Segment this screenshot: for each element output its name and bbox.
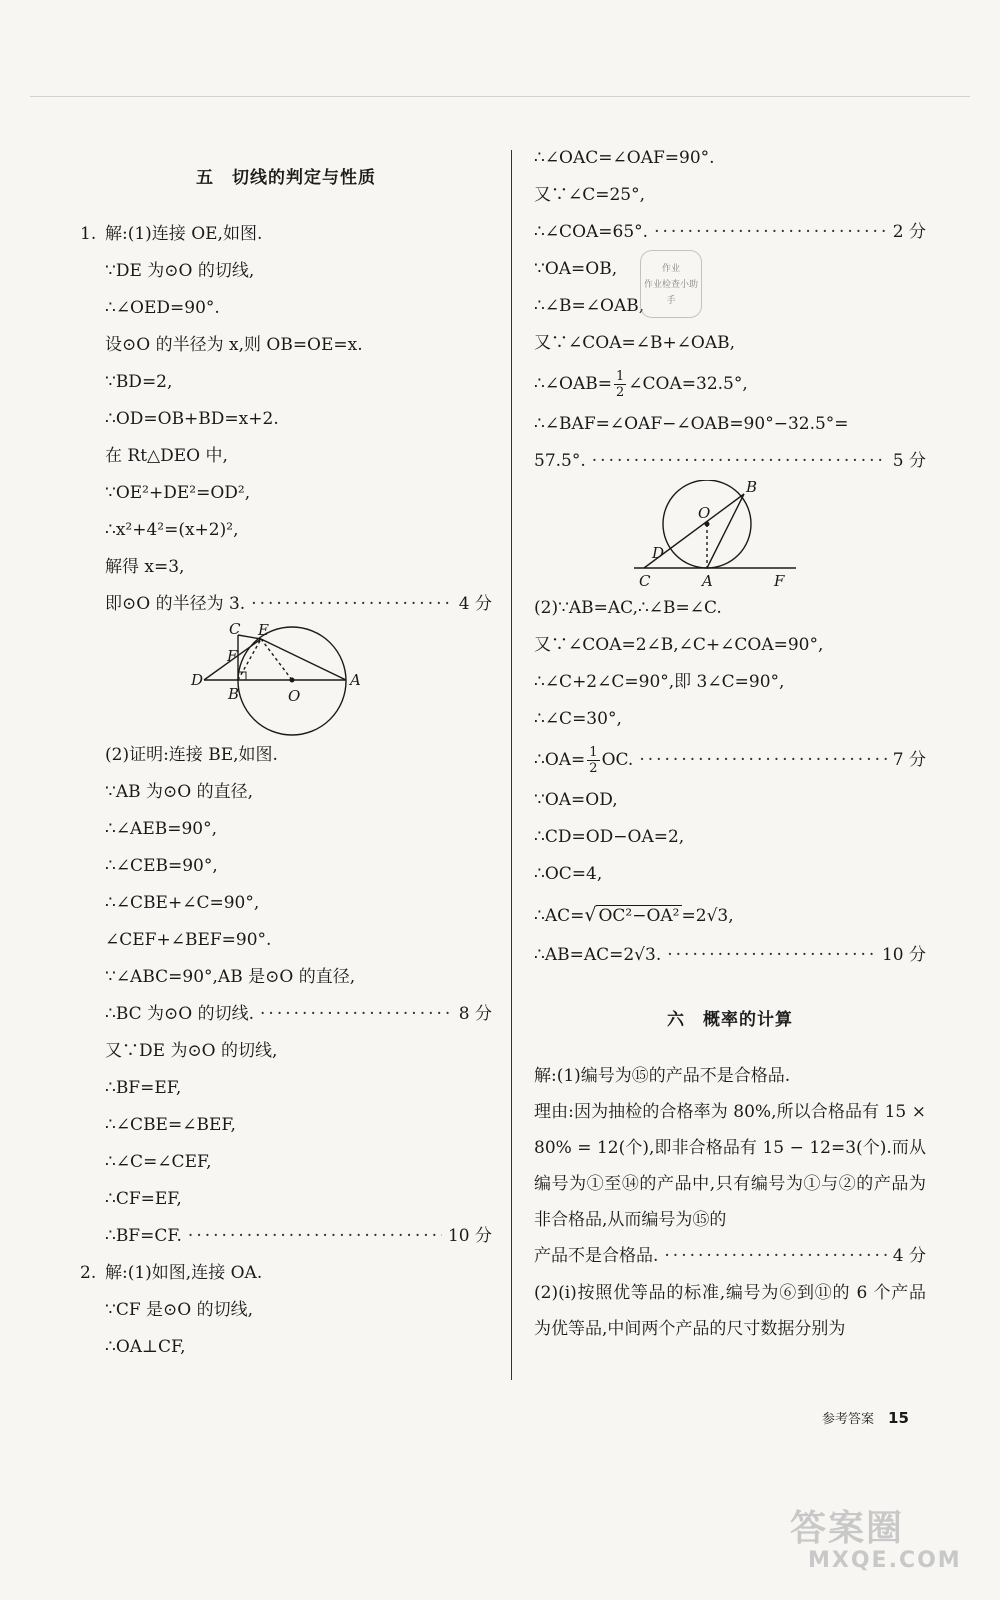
p1-score-points-3: 10 分 bbox=[447, 1226, 492, 1246]
p1-text-3: 设⊙O 的半径为 x,则 OB=OE=x. bbox=[105, 335, 363, 355]
r-score-points-3: 10 分 bbox=[881, 945, 926, 965]
r-score-text-2: 57.5°. bbox=[534, 451, 586, 471]
fig2-line-ab bbox=[707, 494, 744, 568]
s6-para-2: 理由:因为抽检的合格率为 80%,所以合格品有 15 × 80% = 12(个),即非合格品有 15 − 12=3(个).而从编号为①至⑭的产品中,只有编号为①与②的产品为非合格品,从而编号为⑮的 bbox=[534, 1102, 926, 1230]
r-frac2-pre: ∴OA= bbox=[534, 750, 586, 770]
r-score-points-1: 2 分 bbox=[892, 222, 926, 242]
r-score-line-2 bbox=[534, 443, 926, 480]
r-score-points-2: 5 分 bbox=[892, 451, 926, 471]
p1-text2-0: (2)证明:连接 BE,如图. bbox=[105, 745, 278, 765]
fig2-point-o bbox=[705, 522, 710, 527]
column-divider bbox=[511, 150, 512, 1380]
s6-score-line bbox=[534, 1238, 926, 1275]
r-text5-1: ∴CD=OD−OA=2, bbox=[534, 827, 685, 847]
r-text2-2: 又∵∠COA=∠B+∠OAB, bbox=[534, 333, 736, 353]
problem-2-number: 2. bbox=[80, 1263, 97, 1283]
s6-para-1: 解:(1)编号为⑮的产品不是合格品. bbox=[534, 1066, 791, 1086]
p1-text2-2: ∴∠AEB=90°, bbox=[105, 819, 218, 839]
problem-1-number: 1. bbox=[80, 224, 97, 244]
p2-text-1: ∵CF 是⊙O 的切线, bbox=[105, 1300, 254, 1320]
leader-dots bbox=[664, 1238, 886, 1275]
footer-label: 参考答案 bbox=[822, 1412, 875, 1427]
left-column bbox=[80, 140, 492, 1366]
p1-score-line-2 bbox=[80, 996, 492, 1033]
fig1-label-c: C bbox=[229, 623, 241, 638]
r-text4-1: 又∵∠COA=2∠B,∠C+∠COA=90°, bbox=[534, 635, 824, 655]
r-text1-1: 又∵∠C=25°, bbox=[534, 185, 646, 205]
fig2-label-c: C bbox=[639, 572, 651, 590]
r-text3: ∴∠BAF=∠OAF−∠OAB=90°−32.5°= bbox=[534, 414, 849, 434]
p2-text-0: 解:(1)如图,连接 OA. bbox=[105, 1263, 263, 1283]
p1-text3-4: ∴CF=EF, bbox=[105, 1189, 182, 1209]
p1-score-points-2: 8 分 bbox=[458, 1004, 492, 1024]
fig1-label-a: A bbox=[350, 671, 361, 689]
fig1-label-o: O bbox=[288, 687, 301, 705]
leader-dots bbox=[251, 586, 453, 623]
section-6-title: 六 概率的计算 bbox=[667, 1010, 793, 1030]
figure-1-circle-tangent bbox=[80, 623, 492, 737]
r-text2-1: ∴∠B=∠OAB, bbox=[534, 296, 645, 316]
fig2-label-a: A bbox=[702, 572, 713, 590]
p1-text-2: ∴∠OED=90°. bbox=[105, 298, 220, 318]
r-text1-0: ∴∠OAC=∠OAF=90°. bbox=[534, 148, 715, 168]
r-sqrt-pre: ∴AC= bbox=[534, 906, 585, 926]
homework-stamp bbox=[640, 250, 702, 318]
r-frac2-points: 7 分 bbox=[892, 750, 926, 770]
r-score-line-3 bbox=[534, 937, 926, 974]
leader-dots bbox=[667, 937, 876, 974]
p1-text-1: ∵DE 为⊙O 的切线, bbox=[105, 261, 255, 281]
problem-1-line-0 bbox=[80, 216, 492, 253]
frac1-numerator: 1 bbox=[616, 369, 625, 384]
problem-2-line-0 bbox=[80, 1255, 492, 1292]
fraction-half bbox=[614, 369, 626, 400]
p1-text2-6: ∵∠ABC=90°,AB 是⊙O 的直径, bbox=[105, 967, 356, 987]
r-frac1-pre: ∴∠OAB= bbox=[534, 374, 613, 394]
fig1-label-e: E bbox=[258, 623, 269, 639]
right-column bbox=[534, 140, 926, 1347]
r-score-line-1 bbox=[534, 214, 926, 251]
r-frac2-expr bbox=[534, 738, 633, 782]
p1-score-points-1: 4 分 bbox=[458, 594, 492, 614]
stamp-line-2: 作业检查小助手 bbox=[643, 280, 698, 306]
fig2-label-o: O bbox=[698, 504, 711, 522]
p2-text-2: ∴OA⊥CF, bbox=[105, 1337, 186, 1357]
p1-text2-1: ∵AB 为⊙O 的直径, bbox=[105, 782, 253, 802]
r-text5-0: ∵OA=OD, bbox=[534, 790, 618, 810]
fig1-line-be bbox=[238, 639, 261, 680]
r-text4-3: ∴∠C=30°, bbox=[534, 709, 622, 729]
p1-score-text-3: ∴BF=CF. bbox=[105, 1226, 182, 1246]
leader-dots bbox=[639, 738, 886, 782]
p1-text3-2: ∴∠CBE=∠BEF, bbox=[105, 1115, 236, 1135]
r-text5-2: ∴OC=4, bbox=[534, 864, 603, 884]
r-text4-2: ∴∠C+2∠C=90°,即 3∠C=90°, bbox=[534, 672, 785, 692]
fraction-half bbox=[587, 745, 599, 776]
p1-text2-4: ∴∠CBE+∠C=90°, bbox=[105, 893, 260, 913]
leader-dots bbox=[260, 996, 453, 1033]
s6-score-text: 产品不是合格品. bbox=[534, 1246, 659, 1266]
leader-dots bbox=[592, 443, 887, 480]
p1-text-9: 解得 x=3, bbox=[105, 557, 185, 577]
fig1-label-d: D bbox=[191, 671, 204, 689]
sqrt-symbol: √ bbox=[584, 904, 597, 926]
fig2-label-b: B bbox=[746, 480, 758, 496]
fig1-label-b: B bbox=[228, 685, 240, 703]
r-score-text-3: ∴AB=AC=2√3. bbox=[534, 945, 662, 965]
s6-score-points: 4 分 bbox=[892, 1246, 926, 1266]
p1-score-text-2: ∴BC 为⊙O 的切线. bbox=[105, 1004, 255, 1024]
r-frac2-post: OC. bbox=[601, 750, 634, 770]
p1-score-text-1: 即⊙O 的半径为 3. bbox=[105, 594, 246, 614]
p1-text-6: 在 Rt△DEO 中, bbox=[105, 446, 228, 466]
r-frac-line-1 bbox=[534, 362, 926, 406]
p1-text-4: ∵BD=2, bbox=[105, 372, 173, 392]
frac1-denominator: 2 bbox=[616, 385, 625, 400]
stamp-line-1: 作业 bbox=[661, 264, 680, 274]
fig1-label-f: F bbox=[227, 647, 238, 665]
p1-score-line-1 bbox=[80, 586, 492, 623]
p1-text-7: ∵OE²+DE²=OD², bbox=[105, 483, 251, 503]
s6-para-3: (2)(i)按照优等品的标准,编号为⑥到⑪的 6 个产品为优等品,中间两个产品的尺寸数据分别为 bbox=[534, 1283, 926, 1339]
frac2-numerator: 1 bbox=[589, 745, 598, 760]
p1-text-8: ∴x²+4²=(x+2)², bbox=[105, 520, 239, 540]
page-number: 15 bbox=[888, 1409, 909, 1427]
r-text2-0: ∵OA=OB, bbox=[534, 259, 618, 279]
watermark-site: MXQE.COM bbox=[808, 1548, 962, 1573]
p1-text-0: 解:(1)连接 OE,如图. bbox=[105, 224, 263, 244]
fig1-point-o bbox=[290, 678, 295, 683]
p1-text3-3: ∴∠C=∠CEF, bbox=[105, 1152, 212, 1172]
leader-dots bbox=[188, 1218, 442, 1255]
leader-dots bbox=[654, 214, 887, 251]
p1-text3-1: ∴BF=EF, bbox=[105, 1078, 182, 1098]
p1-text-5: ∴OD=OB+BD=x+2. bbox=[105, 409, 279, 429]
r-frac-line-2 bbox=[534, 738, 926, 782]
r-text4-0: (2)∵AB=AC,∴∠B=∠C. bbox=[534, 598, 722, 618]
r-score-text-1: ∴∠COA=65°. bbox=[534, 222, 649, 242]
r-frac1-post: ∠COA=32.5°, bbox=[628, 374, 748, 394]
r-sqrt-post: =2√3, bbox=[681, 906, 734, 926]
p1-score-line-3 bbox=[80, 1218, 492, 1255]
p1-text3-0: 又∵DE 为⊙O 的切线, bbox=[105, 1041, 278, 1061]
page-footer bbox=[822, 1408, 909, 1427]
p1-text2-5: ∠CEF+∠BEF=90°. bbox=[105, 930, 272, 950]
p1-text2-3: ∴∠CEB=90°, bbox=[105, 856, 218, 876]
figure-2-circle-tangent bbox=[534, 480, 926, 590]
section-5-title: 五 切线的判定与性质 bbox=[196, 168, 376, 188]
fig2-label-d: D bbox=[652, 544, 665, 562]
r-sqrt-line bbox=[534, 893, 926, 937]
watermark-logo: 答案圈 bbox=[790, 1508, 905, 1549]
fig2-label-f: F bbox=[774, 572, 785, 590]
scan-top-line bbox=[30, 96, 970, 97]
frac2-denominator: 2 bbox=[589, 761, 598, 776]
fig1-line-eo bbox=[261, 639, 292, 680]
sqrt-radicand: OC²−OA² bbox=[598, 906, 680, 926]
